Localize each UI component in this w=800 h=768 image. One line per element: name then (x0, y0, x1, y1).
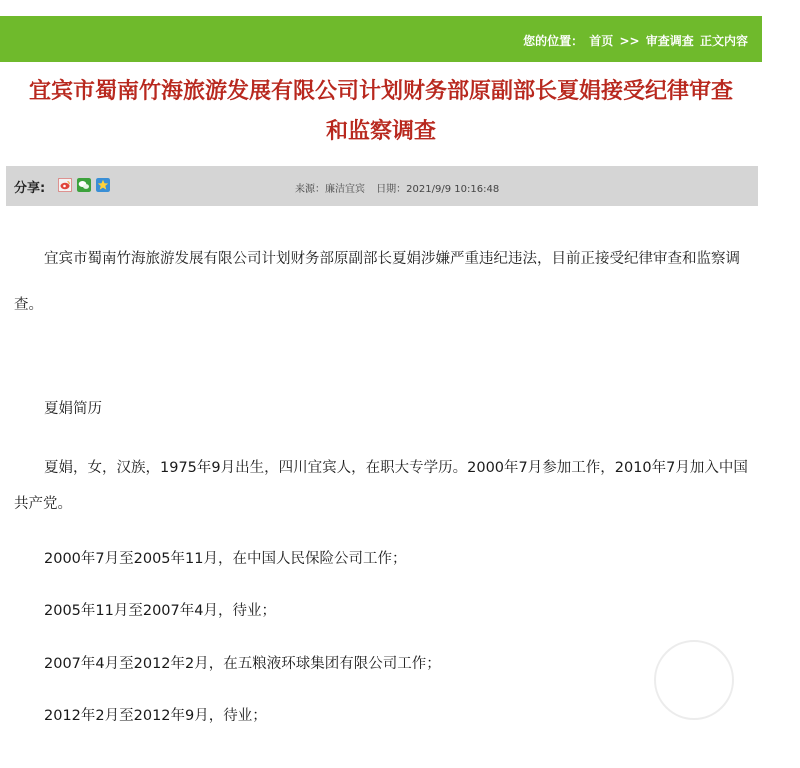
article-title-line1: 宜宾市蜀南竹海旅游发展有限公司计划财务部原副部长夏娟接受纪律审查 (28, 79, 733, 104)
top-nav-bar (0, 16, 762, 62)
watermark-seal (654, 640, 734, 720)
breadcrumb-separator: >> (619, 34, 640, 48)
article-meta (295, 180, 499, 195)
share-icons (58, 178, 110, 192)
breadcrumb-current: 正文内容 (699, 34, 748, 48)
breadcrumb (521, 32, 748, 49)
timeline-item: 2007年4月至2012年2月，在五粮液环球集团有限公司工作； (44, 656, 441, 672)
qzone-share-icon[interactable] (96, 178, 110, 192)
wechat-share-icon[interactable] (77, 178, 91, 192)
timeline-item: 2000年7月至2005年11月，在中国人民保险公司工作； (44, 551, 407, 567)
breadcrumb-section-link[interactable]: 审查调查 (645, 34, 694, 48)
breadcrumb-home-link[interactable]: 首页 (589, 34, 614, 48)
timeline-item: 2005年11月至2007年4月，待业； (44, 603, 276, 619)
article-title-line2: 和监察调查 (325, 119, 436, 144)
article-lead-paragraph: 宜宾市蜀南竹海旅游发展有限公司计划财务部原副部长夏娟涉嫌严重违纪违法，目前正接受纪律审查和监察调查。 (14, 251, 740, 313)
resume-heading: 夏娟简历 (44, 401, 102, 417)
timeline-item: 2012年2月至2012年9月，待业； (44, 708, 267, 724)
breadcrumb-label: 您的位置： (523, 34, 584, 48)
article-info-bar (6, 166, 758, 206)
weibo-share-icon[interactable] (58, 178, 72, 192)
article-body (14, 236, 758, 727)
bio-paragraph: 夏娟，女，汉族，1975年9月出生，四川宜宾人，在职大专学历。2000年7月参加工作，2010年7月加入中国共产党。 (14, 460, 748, 512)
article-source: 来源：廉洁宜宾 (295, 184, 365, 195)
article-date: 日期：2021/9/9 10:16:48 (376, 184, 500, 195)
article-title (0, 72, 762, 152)
share-label: 分享: (14, 181, 46, 196)
